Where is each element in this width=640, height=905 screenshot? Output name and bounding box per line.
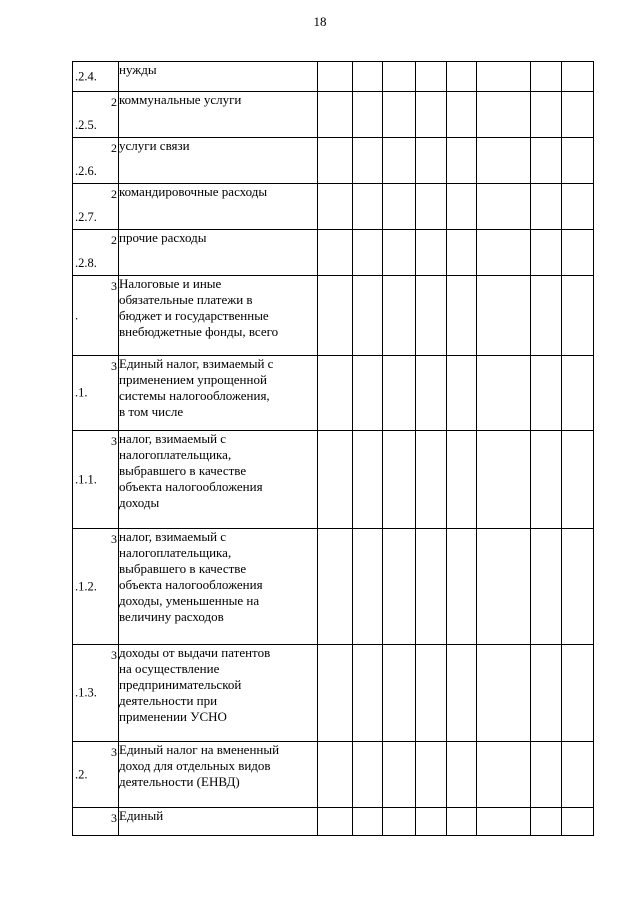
row-number-cell xyxy=(73,276,119,356)
row-code-prefix: 3 xyxy=(111,279,117,293)
row-name-line: командировочные расходы xyxy=(119,184,268,199)
value-cell xyxy=(531,276,562,356)
value-cell xyxy=(416,356,447,431)
value-cell xyxy=(531,529,562,645)
value-cell xyxy=(318,431,353,529)
value-cell xyxy=(531,62,562,92)
table-row xyxy=(73,138,594,184)
value-cell xyxy=(383,230,416,276)
value-cell xyxy=(383,276,416,356)
value-cell xyxy=(562,92,594,138)
value-cell xyxy=(353,230,383,276)
value-cell xyxy=(383,431,416,529)
table-row xyxy=(73,62,594,92)
table-row xyxy=(73,184,594,230)
value-cell xyxy=(416,431,447,529)
row-name-line: обязательные платежи в xyxy=(119,292,253,307)
row-code-prefix: 3 xyxy=(111,648,117,662)
value-cell xyxy=(416,808,447,836)
row-number-cell xyxy=(73,184,119,230)
row-name-line: выбравшего в качестве xyxy=(119,463,247,478)
row-code-prefix: 2 xyxy=(111,95,117,109)
row-name-line: Единый xyxy=(119,808,164,823)
value-cell xyxy=(353,808,383,836)
value-cell xyxy=(562,808,594,836)
row-number-cell xyxy=(73,92,119,138)
row-name-line: деятельности при xyxy=(119,693,218,708)
value-cell xyxy=(531,138,562,184)
value-cell xyxy=(531,184,562,230)
value-cell xyxy=(416,276,447,356)
table-row xyxy=(73,431,594,529)
value-cell xyxy=(477,529,531,645)
value-cell xyxy=(562,645,594,742)
value-cell xyxy=(562,356,594,431)
row-name-cell xyxy=(119,808,318,836)
page-number: 18 xyxy=(313,14,327,29)
value-cell xyxy=(477,230,531,276)
value-cell xyxy=(416,645,447,742)
row-code: .2.8. xyxy=(75,256,97,270)
row-name-line: объекта налогообложения xyxy=(119,577,263,592)
row-code-prefix: 2 xyxy=(111,233,117,247)
row-name-line: налог, взимаемый с xyxy=(119,529,227,544)
value-cell xyxy=(416,92,447,138)
row-code: .1. xyxy=(75,385,88,400)
value-cell xyxy=(562,62,594,92)
row-code: .1.2. xyxy=(75,579,97,593)
value-cell xyxy=(318,62,353,92)
row-name-cell xyxy=(119,184,318,230)
value-cell xyxy=(318,742,353,808)
row-name-cell xyxy=(119,138,318,184)
value-cell xyxy=(447,92,477,138)
row-name-line: услуги связи xyxy=(119,138,190,153)
value-cell xyxy=(531,742,562,808)
table-row xyxy=(73,808,594,836)
value-cell xyxy=(477,62,531,92)
row-name-cell xyxy=(119,230,318,276)
value-cell xyxy=(447,276,477,356)
row-number-cell xyxy=(73,742,119,808)
value-cell xyxy=(383,184,416,230)
value-cell xyxy=(562,276,594,356)
table-row xyxy=(73,742,594,808)
value-cell xyxy=(447,645,477,742)
row-name-line: величину расходов xyxy=(119,609,224,624)
value-cell xyxy=(416,62,447,92)
row-code-prefix: 3 xyxy=(111,359,117,373)
value-cell xyxy=(318,276,353,356)
row-name-line: налог, взимаемый с xyxy=(119,431,227,446)
value-cell xyxy=(477,92,531,138)
table-row xyxy=(73,276,594,356)
row-code: .2. xyxy=(75,767,88,781)
row-name-line: применении УСНО xyxy=(119,709,227,724)
value-cell xyxy=(477,184,531,230)
value-cell xyxy=(416,230,447,276)
value-cell xyxy=(477,645,531,742)
row-name-line: нужды xyxy=(119,62,157,77)
row-name-line: предпринимательской xyxy=(119,677,242,692)
value-cell xyxy=(383,138,416,184)
row-code-prefix: 3 xyxy=(111,532,117,546)
row-name-line: применением упрощенной xyxy=(119,372,267,387)
value-cell xyxy=(477,138,531,184)
value-cell xyxy=(383,742,416,808)
row-code: .2.4. xyxy=(75,69,97,83)
value-cell xyxy=(477,276,531,356)
value-cell xyxy=(562,230,594,276)
row-code-prefix: 3 xyxy=(111,811,117,825)
row-number-cell xyxy=(73,230,119,276)
value-cell xyxy=(353,92,383,138)
value-cell xyxy=(562,742,594,808)
row-code-prefix: 2 xyxy=(111,141,117,155)
value-cell xyxy=(447,356,477,431)
table-row xyxy=(73,356,594,431)
value-cell xyxy=(318,184,353,230)
value-cell xyxy=(353,184,383,230)
value-cell xyxy=(383,92,416,138)
row-name-line: Единый налог на вмененный xyxy=(119,742,280,757)
budget-table xyxy=(72,61,594,836)
row-name-line: системы налогообложения, xyxy=(119,388,270,403)
value-cell xyxy=(383,808,416,836)
row-name-line: выбравшего в качестве xyxy=(119,561,247,576)
value-cell xyxy=(447,808,477,836)
value-cell xyxy=(477,808,531,836)
value-cell xyxy=(447,742,477,808)
row-number-cell xyxy=(73,138,119,184)
value-cell xyxy=(353,529,383,645)
row-name-line: доходы xyxy=(119,495,160,510)
row-name-line: бюджет и государственные xyxy=(119,308,269,323)
row-name-line: Налоговые и иные xyxy=(119,276,222,291)
value-cell xyxy=(318,529,353,645)
row-code: .2.7. xyxy=(75,210,97,224)
value-cell xyxy=(318,230,353,276)
value-cell xyxy=(318,356,353,431)
value-cell xyxy=(447,62,477,92)
row-name-line: в том числе xyxy=(119,404,184,419)
row-number-cell xyxy=(73,356,119,431)
row-code: .2.5. xyxy=(75,118,97,132)
row-name-line: доходы, уменьшенные на xyxy=(119,593,260,608)
value-cell xyxy=(447,138,477,184)
row-code-prefix: 3 xyxy=(111,434,117,448)
row-code-prefix: 3 xyxy=(111,745,117,759)
value-cell xyxy=(562,184,594,230)
value-cell xyxy=(353,742,383,808)
row-name-cell xyxy=(119,431,318,529)
value-cell xyxy=(416,742,447,808)
value-cell xyxy=(531,645,562,742)
value-cell xyxy=(353,62,383,92)
value-cell xyxy=(318,808,353,836)
table-row xyxy=(73,230,594,276)
value-cell xyxy=(447,230,477,276)
value-cell xyxy=(353,645,383,742)
row-code-prefix: 2 xyxy=(111,187,117,201)
row-name-cell xyxy=(119,92,318,138)
row-name-line: внебюджетные фонды, всего xyxy=(119,324,279,339)
row-name-line: объекта налогообложения xyxy=(119,479,263,494)
value-cell xyxy=(416,184,447,230)
value-cell xyxy=(531,356,562,431)
table-row xyxy=(73,92,594,138)
row-number-cell xyxy=(73,645,119,742)
value-cell xyxy=(353,276,383,356)
row-name-cell xyxy=(119,356,318,431)
value-cell xyxy=(383,356,416,431)
row-name-line: доход для отдельных видов xyxy=(119,758,271,773)
value-cell xyxy=(531,230,562,276)
value-cell xyxy=(477,742,531,808)
value-cell xyxy=(416,529,447,645)
value-cell xyxy=(562,529,594,645)
value-cell xyxy=(383,62,416,92)
table-row xyxy=(73,529,594,645)
value-cell xyxy=(531,808,562,836)
value-cell xyxy=(477,431,531,529)
row-code: .2.6. xyxy=(75,164,97,178)
row-name-cell xyxy=(119,62,318,92)
table-row xyxy=(73,645,594,742)
row-name-line: налогоплательщика, xyxy=(119,447,232,462)
row-name-cell xyxy=(119,529,318,645)
value-cell xyxy=(447,431,477,529)
row-number-cell xyxy=(73,62,119,92)
row-name-line: доходы от выдачи патентов xyxy=(119,645,271,660)
row-number-cell xyxy=(73,529,119,645)
value-cell xyxy=(477,356,531,431)
row-name-cell xyxy=(119,645,318,742)
row-name-cell xyxy=(119,276,318,356)
value-cell xyxy=(318,645,353,742)
row-name-line: на осуществление xyxy=(119,661,220,676)
value-cell xyxy=(318,92,353,138)
value-cell xyxy=(531,92,562,138)
value-cell xyxy=(416,138,447,184)
value-cell xyxy=(318,138,353,184)
row-name-line: коммунальные услуги xyxy=(119,92,242,107)
value-cell xyxy=(531,431,562,529)
value-cell xyxy=(447,184,477,230)
row-code: . xyxy=(75,308,79,322)
row-code: .1.3. xyxy=(75,685,97,700)
row-number-cell xyxy=(73,808,119,836)
value-cell xyxy=(353,138,383,184)
value-cell xyxy=(447,529,477,645)
value-cell xyxy=(562,431,594,529)
row-code: .1.1. xyxy=(75,472,97,486)
row-name-cell xyxy=(119,742,318,808)
value-cell xyxy=(353,356,383,431)
value-cell xyxy=(562,138,594,184)
row-number-cell xyxy=(73,431,119,529)
row-name-line: прочие расходы xyxy=(119,230,207,245)
value-cell xyxy=(383,645,416,742)
row-name-line: налогоплательщика, xyxy=(119,545,232,560)
row-name-line: деятельности (ЕНВД) xyxy=(119,774,240,789)
value-cell xyxy=(353,431,383,529)
value-cell xyxy=(383,529,416,645)
row-name-line: Единый налог, взимаемый с xyxy=(119,356,274,371)
